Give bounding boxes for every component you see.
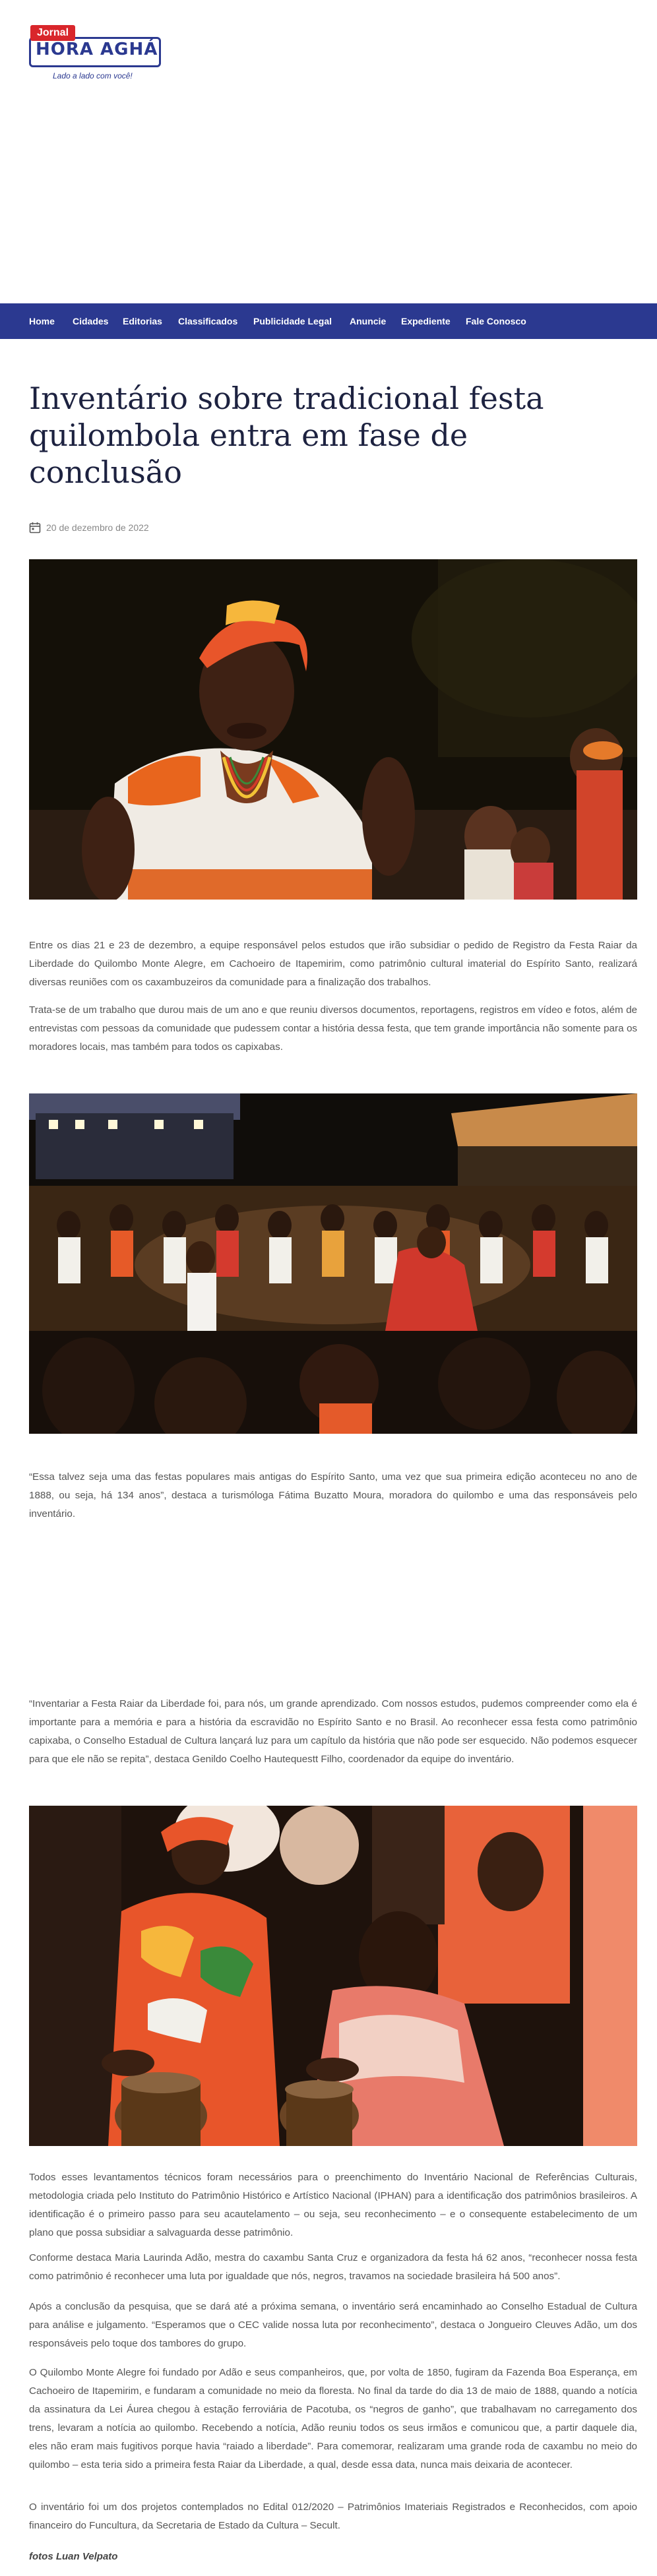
article-paragraph: Todos esses levantamentos técnicos foram necessários para o preenchimento do Inventário Nacional de Referências Culturais, metodologia criada pelo Instituto do Patrimônio Histórico e Artístico Nacional (IPHAN) para a identificação dos patrimônios brasileiros. A identificação é o primeiro passo para seu acautelamento – ou seja, seu reconhecimento – e o consequente estabelecimento de um plano que possa subsidiar a salvaguarda desse patrimônio. (29, 2172, 637, 2238)
article-paragraph: “Inventariar a Festa Raiar da Liberdade foi, para nós, um grande aprendizado. Com nossos estudos, pudemos compreender como ela é importante para a memória e para a história da escravidão no Espírito Santo e no Brasil. Ao reconhecer essa festa como patrimônio capixaba, o Conselho Estadual de Cultura lançará luz para um capítulo da história que não pode ser esquecido. Não podemos esquecer para que ele não se repita”, destaca Genildo Coelho Hautequestt Filho, coordenador da equipe do inventário. (29, 1698, 637, 1765)
nav-item-fale-conosco[interactable]: Fale Conosco (466, 316, 526, 326)
logo-slogan: Lado a lado com você! (53, 71, 133, 80)
nav-item-editorias[interactable]: Editorias (123, 316, 162, 326)
article-paragraph: O Quilombo Monte Alegre foi fundado por Adão e seus companheiros, que, por volta de 1850, fugiram da Fazenda Boa Esperança, em Cachoeiro de Itapemirim, e fundaram a comunidade no meio da floresta. No final da tarde do dia 13 de maio de 1888, quando a notícia da assinatura da Lei Áurea chegou à estação ferroviária de Pacotuba, os “negros de ganho”, que trabalhavam no carregamento dos trens, levaram a notícia ao quilombo. Recebendo a notícia, Adão reuniu todos os seus irmãos e comunicou que, a partir daquele dia, eles não eram mais fugitivos porque havia “raiado a liberdade”. Para comemorar, realizaram uma grande roda de caxambu no meio do quilombo – esta teria sido a primeira festa Raiar da Liberdade, a qual, desde essa data, nunca mais deixaria de acontecer. (29, 2367, 637, 2470)
article-photo-1 (29, 559, 637, 900)
nav-item-expediente[interactable]: Expediente (401, 316, 451, 326)
nav-item-cidades[interactable]: Cidades (73, 316, 109, 326)
site-header (0, 0, 657, 303)
article-paragraph: Trata-se de um trabalho que durou mais de um ano e que reuniu diversos documentos, reportagens, registros em vídeo e fotos, além de entrevistas com pessoas da comunidade que pudessem contar a história dessa festa, que tem grande importância não somente para os moradores locais, mas também para todos os capixabas. (29, 1004, 637, 1053)
nav-item-publicidade-legal[interactable]: Publicidade Legal (253, 316, 332, 326)
article-photo-3 (29, 1806, 637, 2146)
date-text: 20 de dezembro de 2022 (46, 522, 149, 533)
nav-item-home[interactable]: Home (29, 316, 55, 326)
site-logo[interactable] (29, 25, 161, 80)
main-navigation (0, 303, 657, 339)
logo-badge: Jornal (30, 25, 75, 41)
article-paragraph: O inventário foi um dos projetos contemplados no Edital 012/2020 – Patrimônios Imateriais Registrados e Reconhecidos, com apoio financeiro do Funcultura, da Secretaria de Estado da Cultura – Secult. (29, 2501, 637, 2531)
article-paragraph: “Essa talvez seja uma das festas populares mais antigas do Espírito Santo, uma vez que sua primeira edição aconteceu no ano de 1888, ou seja, há 134 anos”, destaca a turismóloga Fátima Buzatto Moura, moradora do quilombo e uma das responsáveis pelo inventário. (29, 1471, 637, 1519)
logo-title: HORA AGHÁ (36, 40, 158, 59)
article-paragraph: Entre os dias 21 e 23 de dezembro, a equipe responsável pelos estudos que irão subsidiar o pedido de Registro da Festa Raiar da Liberdade do Quilombo Monte Alegre, em Cachoeiro de Itapemirim, como patrimônio cultural imaterial do Espírito Santo, realizará diversas reuniões com os caxambuzeiros da comunidade para a finalização dos trabalhos. (29, 940, 637, 988)
article-title: Inventário sobre tradicional festa quilombola entra em fase de conclusão (29, 381, 544, 490)
article-photo-2 (29, 1093, 637, 1434)
calendar-icon (29, 522, 41, 534)
nav-item-anuncie[interactable]: Anuncie (350, 316, 387, 326)
photo-credit: fotos Luan Velpato (29, 2551, 118, 2562)
nav-item-classificados[interactable]: Classificados (178, 316, 238, 326)
article-paragraph: Após a conclusão da pesquisa, que se dará até a próxima semana, o inventário será encaminhado ao Conselho Estadual de Cultura para análise e julgamento. “Esperamos que o CEC valide nossa luta por reconhecimento”, destaca o Jongueiro Cleuves Adão, um dos responsáveis pelo toque dos tambores do grupo. (29, 2301, 637, 2349)
article-paragraph: Conforme destaca Maria Laurinda Adão, mestra do caxambu Santa Cruz e organizadora da festa há 62 anos, “reconhecer nossa festa como patrimônio é reconhecer uma luta por igualdade que nós, negros, travamos na sociedade brasileira há 500 anos”. (29, 2252, 637, 2282)
